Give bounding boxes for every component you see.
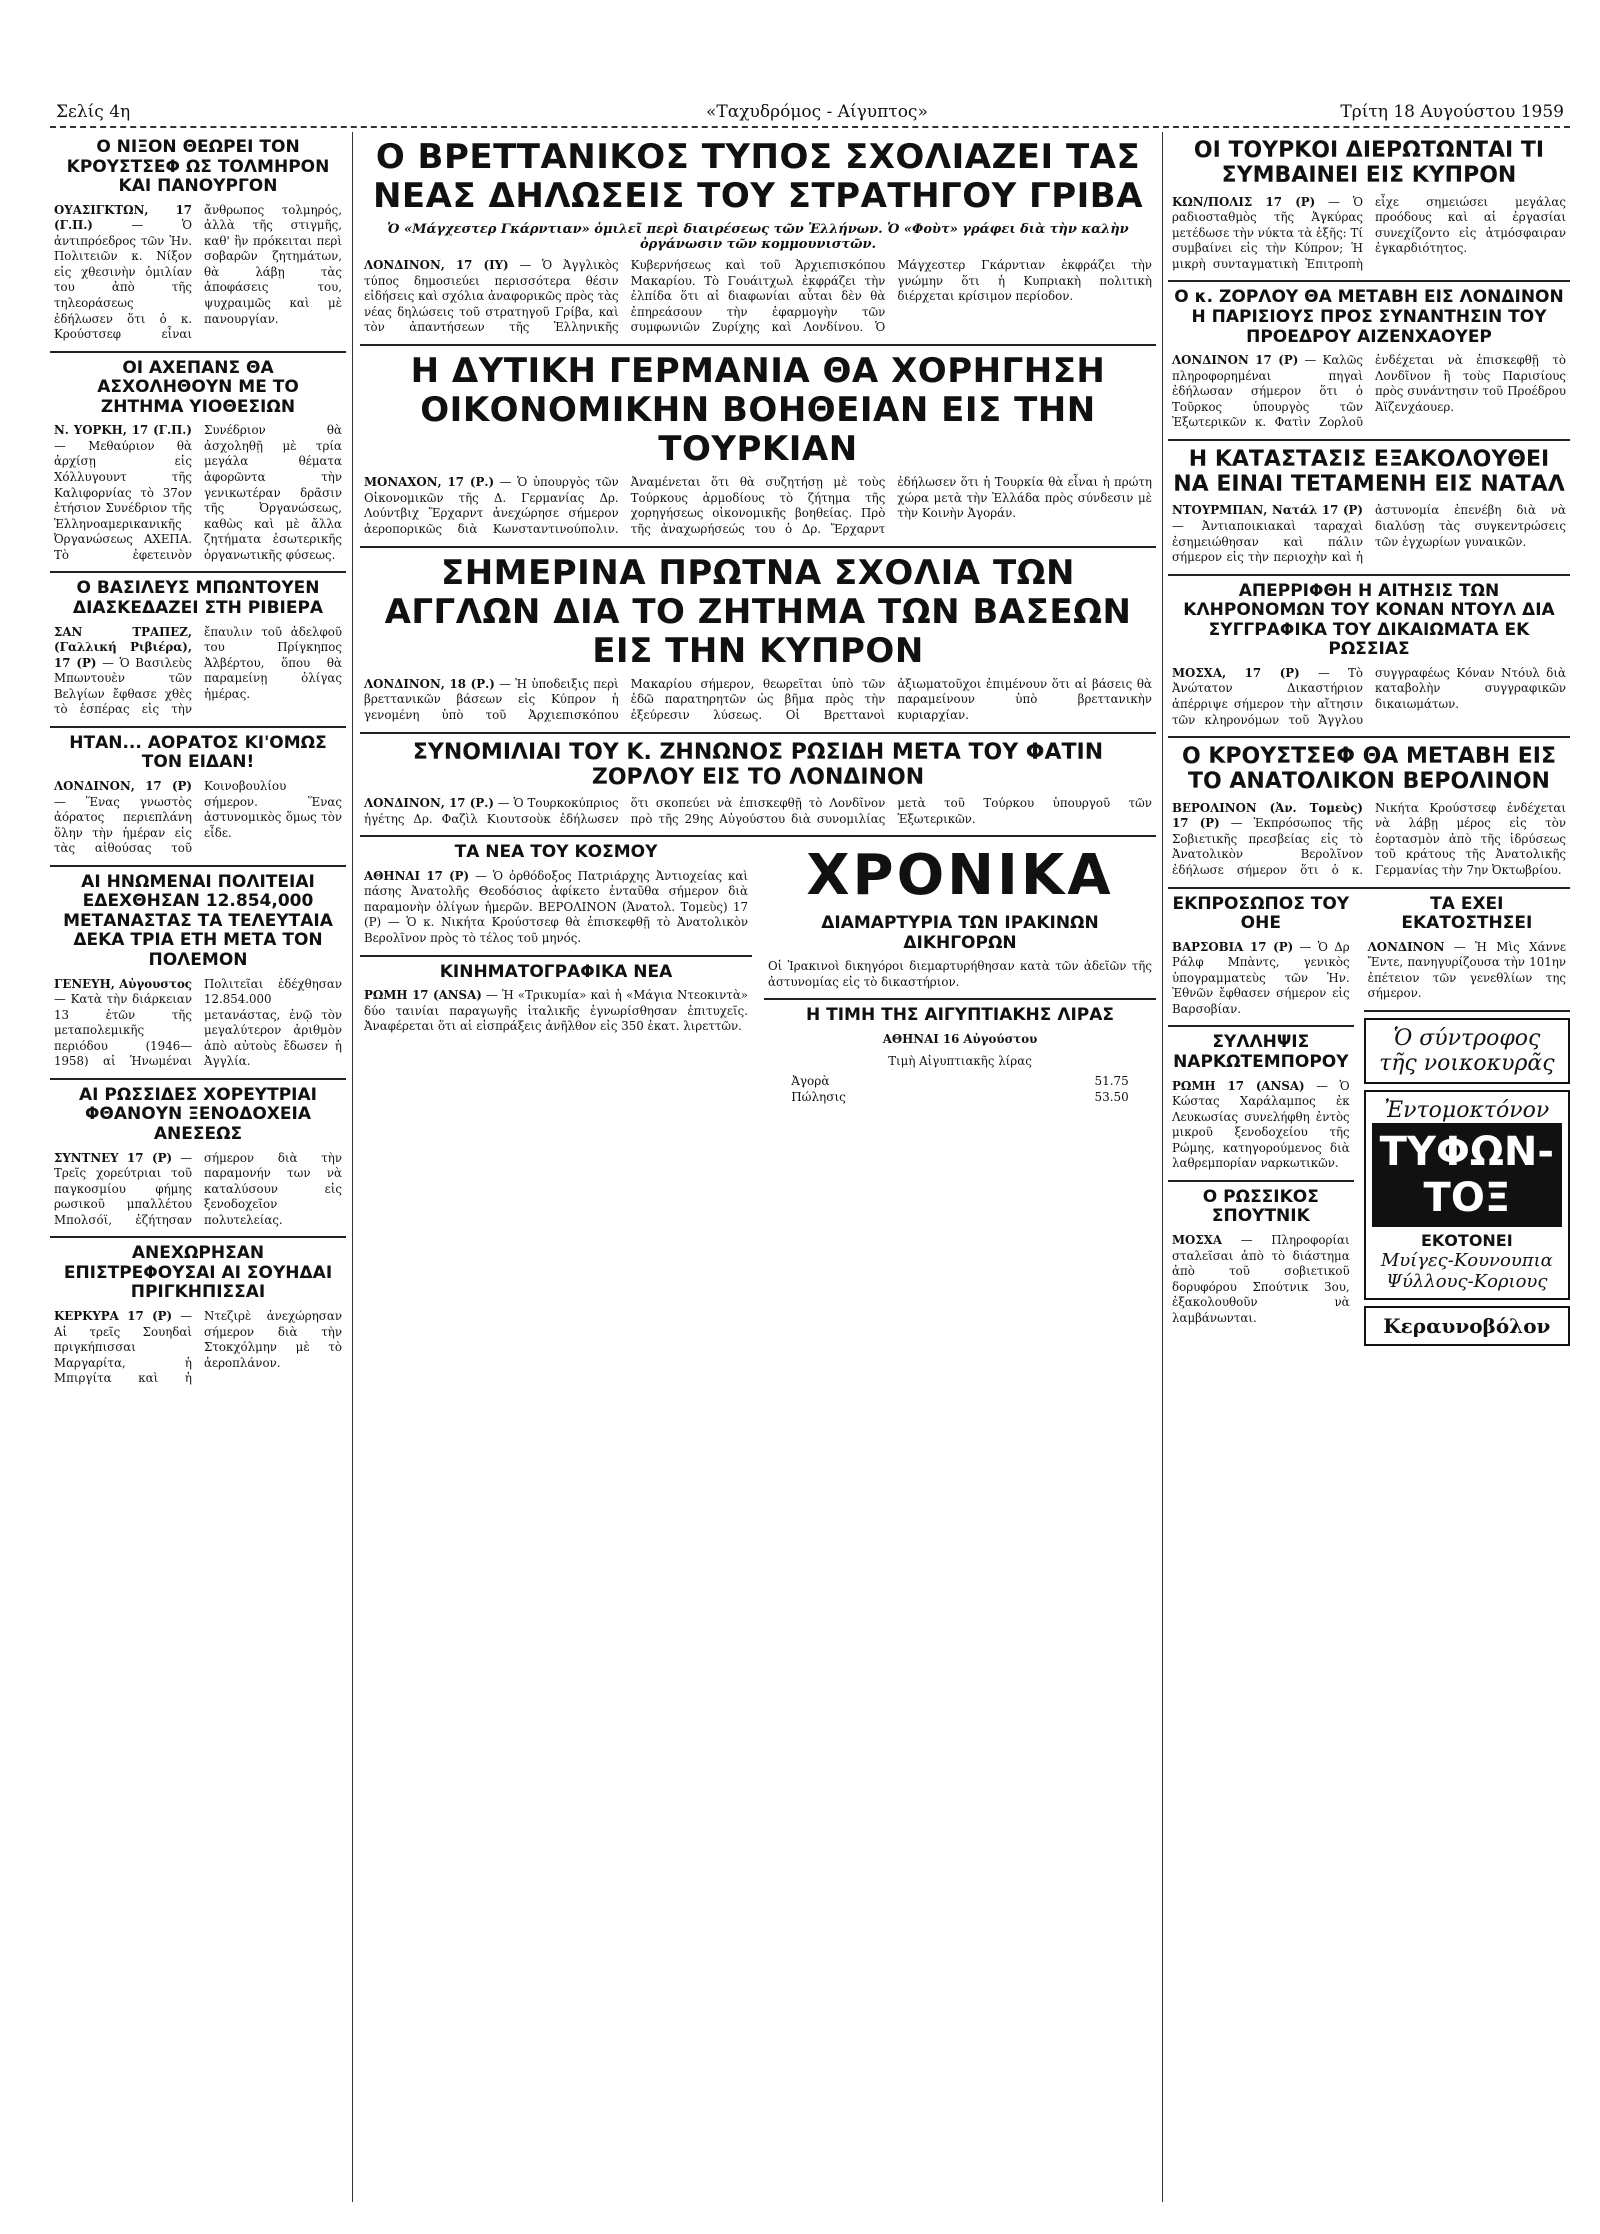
ad-typhon-verb: ΕΚΟΤΟΝΕΙ [1420,1230,1513,1250]
headline: ΣΥΛΛΗΨΙΣ ΝΑΡΚΩΤΕΜΠΟΡΟΥ [1173,1032,1349,1072]
kronika-title: ΧΡΟΝΙΚΑ [806,843,1114,909]
story-bases: ΣΗΜΕΡΙΝΑ ΠΡΩΤΝΑ ΣΧΟΛΙΑ ΤΩΝ ΑΓΓΛΩΝ ΔΙΑ ΤΟ ΖΗΤΗΜΑ ΤΩΝ ΒΑΣΕΩΝ ΕΙΣ ΤΗΝ ΚΥΠΡΟΝ ΛΟΝΔΙΝΟΝ, 18 (Ρ.) — Ἡ ὑποδειξις περὶ βρεττανικῶν βάσεων εἰς Κύπρον ἡ γενομένη ὑπὸ τοῦ Ἀρχιεπισκόπου Μακαρίου σήμερον, θεωρεῖται ὑπὸ τῶν ἐδῶ παρατηρητῶν ὡς βῆμα πρὸς τὴν ἐξεύρεσιν λύσεως. Οἱ Βρεττανοὶ ἀξιωματοῦχοι ἐπιμένουν ὅτι αἱ βάσεις θὰ παραμείνουν ὑπὸ βρεττανικὴν κυριαρχίαν. [360,548,1156,734]
dateline: ΑΘΗΝΑΙ 16 Αὐγούστου [882,1031,1038,1046]
masthead [50,100,1570,128]
dateline: ΛΟΝΔΙΝΟΝ [1367,939,1445,954]
headline: Η ΔΥΤΙΚΗ ΓΕΡΜΑΝΙΑ ΘΑ ΧΟΡΗΓΗΣΗ ΟΙΚΟΝΟΜΙΚΗΝ ΒΟΗΘΕΙΑΝ ΕΙΣ ΤΗΝ ΤΟΥΡΚΙΑΝ [410,351,1106,470]
dateline: ΜΟΣΧΑ, 17 (Ρ) [1172,665,1300,680]
rate-label: Ἀγορὰ [791,1074,830,1089]
headline: ΟΙ ΑΧΕΠΑΝΣ ΘΑ ΑΣΧΟΛΗΘΟΥΝ ΜΕ ΤΟ ΖΗΤΗΜΑ ΥΙΟΘΕΣΙΩΝ [97,357,299,417]
headline: Ο ΒΡΕΤΤΑΝΙΚΟΣ ΤΥΠΟΣ ΣΧΟΛΙΑΖΕΙ ΤΑΣ ΝΕΑΣ ΔΗΛΩΣΕΙΣ ΤΟΥ ΣΤΡΑΤΗΓΟΥ ΓΡΙΒΑ [372,137,1144,217]
story-un: ΕΚΠΡΟΣΩΠΟΣ ΤΟΥ ΟΗΕ ΒΑΡΣΟΒΙΑ 17 (Ρ) — Ὁ Δρ Ράλφ Μπὰντς, γενικὸς ὑπογραμματεὺς τῶν Ἡν. Ἐθνῶν ἔφθασεν σήμερον εἰς Βαρσοβίαν. [1168,889,1354,1028]
story-body: Τρεῖς χορεύτριαι τοῦ παγκοσμίου φήμης ρωσικοῦ μπαλλέτου Μπολσόϊ, ἐζήτησαν σήμερον διὰ τὴν παραμονήν των νὰ καταλύσουν εἰς ξενοδοχεῖον πολυτελείας. [54,1150,342,1227]
story-grivas: Ο ΒΡΕΤΤΑΝΙΚΟΣ ΤΥΠΟΣ ΣΧΟΛΙΑΖΕΙ ΤΑΣ ΝΕΑΣ ΔΗΛΩΣΕΙΣ ΤΟΥ ΣΤΡΑΤΗΓΟΥ ΓΡΙΒΑ Ὁ «Μάγχεστερ Γκάρντιαν» ὁμιλεῖ περὶ διαιρέσεως τῶν Ἑλλήνων. Ὁ «Φοὺτ» γράφει διὰ τὴν καλὴν ὀργάνωσιν τῶν κομμουνιστῶν. ΛΟΝΔΙΝΟΝ, 17 (ΙΥ) — Ὁ Ἀγγλικὸς τύπος δημοσιεύει περισσότερα θέσιν εἰδήσεις καὶ σχόλια ἀναφορικῶς πρὸς τὰς νέας δηλώσεις τοῦ στρατηγοῦ Γρίβα, καὶ τὸν ἀπαντήσεων τῆς Ἑλληνικῆς Κυβερνήσεως καὶ τοῦ Ἀρχιεπισκόπου Μακαρίου. Τὸ Γουάιτχωλ ἐκφράζει τὴν ἐλπίδα ὅτι αἱ διαφωνίαι αὗται δὲν θὰ ἐπηρεάσουν τὴν ἐφαρμογὴν τῶν συμφωνιῶν Ζυρίχης καὶ Λονδίνου. Ὁ Μάγχεστερ Γκάρντιαν ἐκφράζει τὴν γνώμην ὅτι ἡ Κυπριακὴ πολιτικὴ διέρχεται κρίσιμον περίοδον. [360,132,1156,346]
headline: ΗΤΑΝ... ΑΟΡΑΤΟΣ ΚΙ'ΟΜΩΣ ΤΟΝ ΕΙΔΑΝ! [69,732,327,773]
headline: ΑΙ ΡΩΣΣΙΔΕΣ ΧΟΡΕΥΤΡΙΑΙ ΦΘΑΝΟΥΝ ΞΕΝΟΔΟΧΕΙΑ ΑΝΕΣΕΩΣ [79,1084,317,1144]
publication-date: Τρίτη 18 Αυγούστου 1959 [1334,102,1570,122]
rate-table [787,1073,1133,1105]
headline: ΣΗΜΕΡΙΝΑ ΠΡΩΤΝΑ ΣΧΟΛΙΑ ΤΩΝ ΑΓΓΛΩΝ ΔΙΑ ΤΟ ΖΗΤΗΜΑ ΤΩΝ ΒΑΣΕΩΝ ΕΙΣ ΤΗΝ ΚΥΠΡΟΝ [384,552,1132,671]
ad-lightning: Κεραυνοβόλον [1364,1306,1570,1346]
ad-housewife: Ὁ σύντροφος τῆς νοικοκυρᾶς [1364,1018,1570,1084]
headline: ΕΚΠΡΟΣΩΠΟΣ ΤΟΥ ΟΗΕ [1172,893,1350,934]
story-body: Ἕνας γνωστὸς ἀόρατος περιεπλάνη ὅλην τὴν ἡμέραν εἰς τὰς αἰθούσας τοῦ Κοινοβουλίου σήμερον. Ἕνας ἀστυνομικὸς ὅμως τὸν εἶδε. [54,778,342,856]
dateline: ΣΥΝΤΝΕΥ 17 (Ρ) [54,1150,173,1165]
headline: ΑΙ ΗΝΩΜΕΝΑΙ ΠΟΛΙΤΕΙΑΙ ΕΔΕΧΘΗΣΑΝ 12.854,000 ΜΕΤΑΝΑΣΤΑΣ ΤΑ ΤΕΛΕΥΤΑΙΑ ΔΕΚΑ ΤΡΙΑ ΕΤΗ ΜΕΤΑ ΤΟΝ ΠΟΛΕΜΟΝ [63,871,333,970]
dateline: Ν. ΥΟΡΚΗ, 17 (Γ.Π.) [54,423,192,438]
rate-value: 53.50 [1094,1090,1129,1105]
story-drugs: ΣΥΛΛΗΨΙΣ ΝΑΡΚΩΤΕΜΠΟΡΟΥ ΡΩΜΗ 17 (ANSA) — Ὁ Κώστας Χαράλαμπος ἐκ Λευκωσίας συνελήφθη ἐντὸς μικροῦ ξενοδοχείου τῆς Ρώμης, κατηγορούμενος διὰ λαθρεμπορίαν ναρκωτικῶν. [1168,1027,1354,1181]
ad-typhon-tagline: Ἐντομοκτόνον [1384,1097,1550,1123]
table-row [787,1089,1133,1105]
dateline: ΑΘΗΝΑΙ 17 (Ρ) [364,868,470,883]
headline: Η ΚΑΤΑΣΤΑΣΙΣ ΕΞΑΚΟΛΟΥΘΕΙ ΝΑ ΕΙΝΑΙ ΤΕΤΑΜΕΝΗ ΕΙΣ ΝΑΤΑΛ [1173,446,1565,498]
story-invisible: ΗΤΑΝ... ΑΟΡΑΤΟΣ ΚΙ'ΟΜΩΣ ΤΟΝ ΕΙΔΑΝ! ΛΟΝΔΙΝΟΝ, 17 (Ρ) — Ἕνας γνωστὸς ἀόρατος περιεπλάνη ὅλην τὴν ἡμέραν εἰς τὰς αἰθούσας τοῦ Κοινοβουλίου σήμερον. Ἕνας ἀστυνομικὸς ὅμως τὸν εἶδε. [50,728,346,867]
story-body: Μεθαύριον θὰ ἀρχίσῃ εἰς Χόλλυγουντ τῆς Καλιφορνίας τὸ 37ον ἐτήσιον Συνέδριον τῆς Ἑλληνοαμερικανικῆς Ὀργανώσεως ΑΧΕΠΑ. Τὸ ἐφετεινὸν Συνέδριον θὰ ἀσχοληθῇ μὲ τρία μεγάλα θέματα ἀφορῶντα τὴν γενικωτέραν δρᾶσιν τῆς Ὀργανώσεως, καθὼς καὶ μὲ ἄλλα ζητήματα ἐσωτερικῆς ὀργανωτικῆς φύσεως. [54,423,342,562]
story-body: Ἡ «Τρικυμία» καὶ ἡ «Μάγια Ντεοκιντὰ» δύο ταινίαι παραγωγῆς ἰταλικῆς ἐγνωρίσθησαν ἐπιτυχεῖς. Ἀναφέρεται ὅτι αἱ εἰσπράξεις ἀνῆλθον εἰς 350 ἑκατ. λιρεττῶν. [364,988,748,1034]
lead-text: Ὁ «Μάγχεστερ Γκάρντιαν» ὁμιλεῖ περὶ διαιρέσεως τῶν Ἑλλήνων. Ὁ «Φοὺτ» γράφει διὰ τὴν καλὴν ὀργάνωσιν τῶν κομμουνιστῶν. [387,222,1129,253]
newspaper-name: «Ταχυδρόμος - Αίγυπτος» [700,102,934,122]
dateline: ΣΑΝ ΤΡΑΠΕΖ, (Γαλλική Ριβιέρα), 17 (Ρ) [54,624,192,670]
dateline: ΛΟΝΔΙΝΟΝ, 17 (Ρ) [54,778,192,793]
headline: ΚΙΝΗΜΑΤΟΓΡΑΦΙΚΑ ΝΕΑ [439,961,673,982]
story-germany-turkey: Η ΔΥΤΙΚΗ ΓΕΡΜΑΝΙΑ ΘΑ ΧΟΡΗΓΗΣΗ ΟΙΚΟΝΟΜΙΚΗΝ ΒΟΗΘΕΙΑΝ ΕΙΣ ΤΗΝ ΤΟΥΡΚΙΑΝ ΜΟΝΑΧΟΝ, 17 (Ρ.) — Ὁ ὑπουργὸς τῶν Οἰκονομικῶν τῆς Δ. Γερμανίας Δρ. Λούντβιχ Ἔρχαρντ ἀνεχώρησε σήμερον ἀεροπορικῶς διὰ Κωνσταντινούπολιν. Ἀναμένεται ὅτι θὰ συζητήσῃ μὲ τοὺς Τούρκους ἁρμοδίους τὸ ζήτημα τῆς χορηγήσεως οἰκονομικῆς βοηθείας. Πρὸ τῆς ἀναχωρήσεώς του ὁ Δρ. Ἔρχαρντ ἐδήλωσεν ὅτι ἡ Τουρκία θὰ εἶναι ἡ πρώτη χώρα μετὰ τὴν Ἑλλάδα πρὸς σύνδεσιν μὲ τὴν Κοινὴν Ἀγοράν. [360,346,1156,548]
left-column [50,132,346,1395]
story-body: Ὁ Τουρκοκύπριος ἡγέτης Δρ. Φαζὶλ Κιουτσοὺκ ἐδήλωσεν ὅτι σκοπεύει νὰ ἐπισκεφθῇ τὸ Λονδῖνον πρὸ τῆς 29ης Αὐγούστου διὰ συνομιλίας μετὰ τοῦ Τούρκου ὑπουργοῦ τῶν Ἐξωτερικῶν. [364,796,1152,826]
dateline: ΚΕΡΚΥΡΑ 17 (Ρ) [54,1308,173,1323]
story-body: Καλῶς πληροφορημέναι πηγαὶ ἐδήλωσαν σήμερον ὅτι ὁ Τοῦρκος ὑπουργὸς τῶν Ἐξωτερικῶν κ. Φατὶν Ζορλοῦ ἐνδέχεται νὰ ἐπισκεφθῇ τὸ Λονδῖνον ἢ τοὺς Παρισίους πρὸς συνάντησιν τοῦ Προέδρου Ἀϊζενχάουερ. [1172,353,1566,430]
story-world-news: ΤΑ ΝΕΑ ΤΟΥ ΚΟΣΜΟΥ ΑΘΗΝΑΙ 17 (Ρ) — Ὁ ὀρθόδοξος Πατριάρχης Ἀντιοχείας καὶ πάσης Ἀνατολῆς Θεοδόσιος ἀφίκετο ἐνταῦθα σήμερον διὰ παραμονὴν ὀλίγων ἡμερῶν. ΒΕΡΟΛΙΝΟΝ (Ἀνατολ. Τομεὺς) 17 (Ρ) — Ὁ κ. Νικήτα Κρούστσεφ θὰ ἐπισκεφθῇ τὸ Ἀνατολικὸν Βερολῖνον πρὸς τὸ τέλος τοῦ μηνός. [360,837,752,956]
headline: ΣΥΝΟΜΙΛΙΑΙ ΤΟΥ Κ. ΖΗΝΩΝΟΣ ΡΩΣΙΔΗ ΜΕΤΑ ΤΟΥ ΦΑΤΙΝ ΖΟΡΛΟΥ ΕΙΣ ΤΟ ΛΟΝΔΙΝΟΝ [412,739,1104,790]
column-rule [1162,132,1163,2202]
story-turks-cyprus: ΟΙ ΤΟΥΡΚΟΙ ΔΙΕΡΩΤΩΝΤΑΙ ΤΙ ΣΥΜΒΑΙΝΕΙ ΕΙΣ ΚΥΠΡΟΝ ΚΩΝ/ΠΟΛΙΣ 17 (Ρ) — Ὁ ραδιοσταθμὸς τῆς Ἀγκύρας μετέδωσε τὴν νύκτα τὰ ἑξῆς: Τί συμβαίνει εἰς τὴν Κύπρον; Ἡ μικρὴ συνταγματικὴ Ἐπιτροπὴ εἶχε σημειώσει μεγάλας προόδους καὶ αἱ ἐργασίαι συνεχίζοντο εἰς ἀτμόσφαιραν ἐγκαρδιότητος. [1168,132,1570,282]
story-pound-rate [764,1000,1156,1117]
headline: Ο κ. ΖΟΡΛΟΥ ΘΑ ΜΕΤΑΒΗ ΕΙΣ ΛΟΝΔΙΝΟΝ Η ΠΑΡΙΣΙΟΥΣ ΠΡΟΣ ΣΥΝΑΝΤΗΣΙΝ ΤΟΥ ΠΡΟΕΔΡΟΥ ΑΙΖΕΝΧΑΟΥΕΡ [1174,287,1564,347]
headline: ΟΙ ΤΟΥΡΚΟΙ ΔΙΕΡΩΤΩΝΤΑΙ ΤΙ ΣΥΜΒΑΙΝΕΙ ΕΙΣ ΚΥΠΡΟΝ [1193,138,1545,189]
table-row [787,1073,1133,1089]
story-body: Ἀντιαποικιακαὶ ταραχαὶ ἐσημειώθησαν καὶ πάλιν σήμερον εἰς τὴν περιοχὴν καὶ ἡ ἀστυνομία ἐπενέβη διὰ νὰ διαλύσῃ τὰς συγκεντρώσεις τῶν ἐγχωρίων γυναικῶν. [1172,503,1566,565]
story-natal: Η ΚΑΤΑΣΤΑΣΙΣ ΕΞΑΚΟΛΟΥΘΕΙ ΝΑ ΕΙΝΑΙ ΤΕΤΑΜΕΝΗ ΕΙΣ ΝΑΤΑΛ ΝΤΟΥΡΜΠΑΝ, Νατάλ 17 (Ρ) — Ἀντιαποικιακαὶ ταραχαὶ ἐσημειώθησαν καὶ πάλιν σήμερον εἰς τὴν περιοχὴν καὶ ἡ ἀστυνομία ἐπενέβη διὰ νὰ διαλύσῃ τὰς συγκεντρώσεις τῶν ἐγχωρίων γυναικῶν. [1168,441,1570,576]
story-body: Ὁ ὀρθόδοξος Πατριάρχης Ἀντιοχείας καὶ πάσης Ἀνατολῆς Θεοδόσιος ἀφίκετο ἐνταῦθα σήμερον διὰ παραμονὴν ὀλίγων ἡμερῶν. ΒΕΡΟΛΙΝΟΝ (Ἀνατολ. Τομεὺς) 17 (Ρ) — Ὁ κ. Νικήτα Κρούστσεφ θὰ ἐπισκεφθῇ τὸ Ἀνατολικὸν Βερολῖνον πρὸς τὸ τέλος τοῦ μηνός. [364,868,748,946]
lower-right [1168,889,1570,1352]
story-body: Τὸ Ἀνώτατον Δικαστήριον ἀπέρριψε σήμερον τὴν αἴτησιν τῶν κληρονόμων τοῦ Ἄγγλου συγγραφέως Κόναν Ντόυλ διὰ καταβολὴν συγγραφικῶν δικαιωμάτων. [1172,665,1566,727]
lower-center [360,837,1156,1117]
dateline: ΜΟΝΑΧΟΝ, 17 (Ρ.) [364,475,495,490]
dateline: ΡΩΜΗ 17 (ANSA) [364,988,482,1003]
headline: Ο ΡΩΣΣΙΚΟΣ ΣΠΟΥΤΝΙΚ [1202,1186,1319,1227]
headline: Η ΤΙΜΗ ΤΗΣ ΑΙΓΥΠΤΙΑΚΗΣ ΛΙΡΑΣ [805,1005,1115,1026]
story-zorlu: Ο κ. ΖΟΡΛΟΥ ΘΑ ΜΕΤΑΒΗ ΕΙΣ ΛΟΝΔΙΝΟΝ Η ΠΑΡΙΣΙΟΥΣ ΠΡΟΣ ΣΥΝΑΝΤΗΣΙΝ ΤΟΥ ΠΡΟΕΔΡΟΥ ΑΙΖΕΝΧΑΟΥΕΡ ΛΟΝΔΙΝΟΝ 17 (Ρ) — Καλῶς πληροφορημέναι πηγαὶ ἐδήλωσαν σήμερον ὅτι ὁ Τοῦρκος ὑπουργὸς τῶν Ἐξωτερικῶν κ. Φατὶν Ζορλοῦ ἐνδέχεται νὰ ἐπισκεφθῇ τὸ Λονδῖνον ἢ τοὺς Παρισίους πρὸς συνάντησιν τοῦ Προέδρου Ἀϊζενχάουερ. [1168,282,1570,440]
story-body: Ὁ Δρ Ράλφ Μπὰντς, γενικὸς ὑπογραμματεὺς τῶν Ἡν. Ἐθνῶν ἔφθασεν σήμερον εἰς Βαρσοβίαν. [1172,939,1350,1016]
story-body: Πληροφορίαι σταλεῖσαι ἀπὸ τὸ διάστημα ἀπὸ τοῦ σοβιετικοῦ δορυφόρου Σπούτνικ 3ου, ἐξακολουθοῦν νὰ λαμβάνωνται. [1172,1233,1350,1325]
rate-label: Πώλησις [791,1090,846,1105]
dateline: ΒΕΡΟΛΙΝΟΝ (Ἀν. Τομεὺς) 17 (Ρ) [1172,800,1363,831]
story-nixon: Ο ΝΙΞΟΝ ΘΕΩΡΕΙ ΤΟΝ ΚΡΟΥΣΤΣΕΦ ΩΣ ΤΟΛΜΗΡΟΝ ΚΑΙ ΠΑΝΟΥΡΓΟΝ ΟΥΑΣΙΓΚΤΩΝ, 17 (Γ.Π.) — Ὁ ἀντιπρόεδρος τῶν Ἡν. Πολιτειῶν κ. Νίξον εἰς χθεσινὴν ὁμιλίαν του ἀπὸ τῆς τηλεοράσεως ἐδήλωσεν ὅτι ὁ κ. Κρούστσεφ εἶναι ἄνθρωπος τολμηρός, ἀλλὰ τῆς στιγμῆς, καθ' ἣν πρόκειται περὶ σοβαρῶν ζητημάτων, θὰ λάβῃ τὰς ἀποφάσεις του, ψυχραιμῶς καὶ μὲ πανουργίαν. [50,132,346,353]
story-body: Ὁ Ἀγγλικὸς τύπος δημοσιεύει περισσότερα θέσιν εἰδήσεις καὶ σχόλια ἀναφορικῶς πρὸς τὰς νέας δηλώσεις τοῦ στρατηγοῦ Γρίβα, καὶ τὸν ἀπαντήσεων τῆς Ἑλληνικῆς Κυβερνήσεως καὶ τοῦ Ἀρχιεπισκόπου Μακαρίου. Τὸ Γουάιτχωλ ἐκφράζει τὴν ἐλπίδα ὅτι αἱ διαφωνίαι αὗται δὲν θὰ ἐπηρεάσουν τὴν ἐφαρμογὴν τῶν συμφωνιῶν Ζυρίχης καὶ Λονδίνου. Ὁ Μάγχεστερ Γκάρντιαν ἐκφράζει τὴν γνώμην ὅτι ἡ Κυπριακὴ πολιτικὴ διέρχεται κρίσιμον περίοδον. [364,258,1152,335]
dateline: ΛΟΝΔΙΝΟΝ, 17 (Ρ.) [364,796,494,811]
rate-caption: Τιμὴ Αἰγυπτιακῆς λίρας [888,1053,1032,1068]
story-body: Ὁ Κώστας Χαράλαμπος ἐκ Λευκωσίας συνελήφθη ἐντὸς μικροῦ ξενοδοχείου τῆς Ρώμης, κατηγορούμενος διὰ λαθρεμπορίαν ναρκωτικῶν. [1172,1078,1350,1171]
story-centenarian: ΤΑ ΕΧΕΙ ΕΚΑΤΟΣΤΗΣΕΙ ΛΟΝΔΙΝΟΝ — Ἡ Μὶς Χάννε Ἔντε, πανηγυρίζουσα τὴν 101ην ἐπέτειον τῶν γενεθλίων της σήμερον. [1364,889,1570,1012]
column-rule [352,132,353,2202]
headline: ΑΝΕΧΩΡΗΣΑΝ ΕΠΙΣΤΡΕΦΟΥΣΑΙ ΑΙ ΣΟΥΗΔΑΙ ΠΡΙΓΚΗΠΙΣΣΑΙ [63,1243,333,1303]
headline: Ο ΒΑΣΙΛΕΥΣ ΜΠΩΝΤΟΥΕΝ ΔΙΑΣΚΕΔΑΖΕΙ ΣΤΗ ΡΙΒΙΕΡΑ [72,578,324,618]
story-conan-doyle: ΑΠΕΡΡΙΦΘΗ Η ΑΙΤΗΣΙΣ ΤΩΝ ΚΛΗΡΟΝΟΜΩΝ ΤΟΥ ΚΟΝΑΝ ΝΤΟΥΛ ΔΙΑ ΣΥΓΓΡΑΦΙΚΑ ΤΟΥ ΔΙΚΑΙΩΜΑΤΑ ΕΚ ΡΩΣΣΙΑΣ ΜΟΣΧΑ, 17 (Ρ) — Τὸ Ἀνώτατον Δικαστήριον ἀπέρριψε σήμερον τὴν αἴτησιν τῶν κληρονόμων τοῦ Ἄγγλου συγγραφέως Κόναν Ντόυλ διὰ καταβολὴν συγγραφικῶν δικαιωμάτων. [1168,576,1570,738]
headline: ΤΑ ΕΧΕΙ ΕΚΑΤΟΣΤΗΣΕΙ [1401,893,1533,934]
dateline: ΓΕΝΕΥΗ, Αὐγουστος [54,976,192,991]
story-body: Ὁ ἀντιπρόεδρος τῶν Ἡν. Πολιτειῶν κ. Νίξον εἰς χθεσινὴν ὁμιλίαν του ἀπὸ τῆς τηλεοράσεως ἐδήλωσεν ὅτι ὁ κ. Κρούστσεφ εἶναι ἄνθρωπος τολμηρός, ἀλλὰ τῆς στιγμῆς, καθ' ἣν πρόκειται περὶ σοβαρῶν ζητημάτων, θὰ λάβῃ τὰς ἀποφάσεις του, ψυχραιμῶς καὶ μὲ πανουργίαν. [54,202,342,342]
dateline: ΚΩΝ/ΠΟΛΙΣ 17 (Ρ) [1172,194,1316,209]
dateline: ΝΤΟΥΡΜΠΑΝ, Νατάλ 17 (Ρ) [1172,503,1363,518]
story-body: Κατὰ τὴν διάρκειαν 13 ἐτῶν τῆς μεταπολεμικῆς περιόδου (1946—1958) αἱ Ἡνωμέναι Πολιτεῖαι ἐδέχθησαν 12.854.000 μετανάστας, ἐνῷ τὸν μεγαλύτερον ἀριθμὸν ἀπὸ αὐτοὺς ἔδωσεν ἡ Ἀγγλία. [54,976,342,1069]
ad-typhon [1364,1090,1570,1300]
dateline: ΒΑΡΣΟΒΙΑ 17 (Ρ) [1172,939,1294,954]
story-body: Οἱ Ἰρακινοὶ δικηγόροι διεμαρτυρήθησαν κατὰ τῶν ἀδεῖῶν τῆς ἀστυνομίας εἰς τὸ δικαστήριον. [768,959,1152,989]
story-baudouin: Ο ΒΑΣΙΛΕΥΣ ΜΠΩΝΤΟΥΕΝ ΔΙΑΣΚΕΔΑΖΕΙ ΣΤΗ ΡΙΒΙΕΡΑ ΣΑΝ ΤΡΑΠΕΖ, (Γαλλική Ριβιέρα), 17 (Ρ) — Ὁ Βασιλεὺς Μπωντουὲν τῶν Βελγίων ἔφθασε χθὲς τὸ ἑσπέρας εἰς τὴν ἔπαυλιν τοῦ ἀδελφοῦ του Πρίγκηπος Ἀλβέρτου, ὅπου θὰ παραμείνῃ ὀλίγας ἡμέρας. [50,573,346,727]
story-body: Ἡ ὑποδειξις περὶ βρεττανικῶν βάσεων εἰς Κύπρον ἡ γενομένη ὑπὸ τοῦ Ἀρχιεπισκόπου Μακαρίου σήμερον, θεωρεῖται ὑπὸ τῶν ἐδῶ παρατηρητῶν ὡς βῆμα πρὸς τὴν ἐξεύρεσιν λύσεως. Οἱ Βρεττανοὶ ἀξιωματοῦχοι ἐπιμένουν ὅτι αἱ βάσεις θὰ παραμείνουν ὑπὸ βρεττανικὴν κυριαρχίαν. [364,676,1152,722]
story-dancers: ΑΙ ΡΩΣΣΙΔΕΣ ΧΟΡΕΥΤΡΙΑΙ ΦΘΑΝΟΥΝ ΞΕΝΟΔΟΧΕΙΑ ΑΝΕΣΕΩΣ ΣΥΝΤΝΕΥ 17 (Ρ) — Τρεῖς χορεύτριαι τοῦ παγκοσμίου φήμης ρωσικοῦ μπαλλέτου Μπολσόϊ, ἐζήτησαν σήμερον διὰ τὴν παραμονήν των νὰ καταλύσουν εἰς ξενοδοχεῖον πολυτελείας. [50,1080,346,1238]
story-iraq-lawyers [764,908,1156,1000]
story-body: Ὁ ραδιοσταθμὸς τῆς Ἀγκύρας μετέδωσε τὴν νύκτα τὰ ἑξῆς: Τί συμβαίνει εἰς τὴν Κύπρον; Ἡ μικρὴ συνταγματικὴ Ἐπιτροπὴ εἶχε σημειώσει μεγάλας προόδους καὶ αἱ ἐργασίαι συνεχίζοντο εἰς ἀτμόσφαιραν ἐγκαρδιότητος. [1172,194,1566,271]
story-body: Ἡ Μὶς Χάννε Ἔντε, πανηγυρίζουσα τὴν 101ην ἐπέτειον τῶν γενεθλίων της σήμερον. [1367,939,1566,1001]
dateline: ΜΟΣΧΑ [1172,1233,1222,1248]
story-body: Ὁ ὑπουργὸς τῶν Οἰκονομικῶν τῆς Δ. Γερμανίας Δρ. Λούντβιχ Ἔρχαρντ ἀνεχώρησε σήμερον ἀεροπορικῶς διὰ Κωνσταντινούπολιν. Ἀναμένεται ὅτι θὰ συζητήσῃ μὲ τοὺς Τούρκους ἁρμοδίους τὸ ζήτημα τῆς χορηγήσεως οἰκονομικῆς βοηθείας. Πρὸ τῆς ἀναχωρήσεώς του ὁ Δρ. Ἔρχαρντ ἐδήλωσεν ὅτι ἡ Τουρκία θὰ εἶναι ἡ πρώτη χώρα μετὰ τὴν Ἑλλάδα πρὸς σύνδεσιν μὲ τὴν Κοινὴν Ἀγοράν. [364,475,1152,536]
dateline: ΛΟΝΔΙΝΟΝ, 17 (ΙΥ) [364,258,509,273]
kronika-banner [764,837,1156,908]
story-immigrants: ΑΙ ΗΝΩΜΕΝΑΙ ΠΟΛΙΤΕΙΑΙ ΕΔΕΧΘΗΣΑΝ 12.854,000 ΜΕΤΑΝΑΣΤΑΣ ΤΑ ΤΕΛΕΥΤΑΙΑ ΔΕΚΑ ΤΡΙΑ ΕΤΗ ΜΕΤΑ ΤΟΝ ΠΟΛΕΜΟΝ ΓΕΝΕΥΗ, Αὐγουστος — Κατὰ τὴν διάρκειαν 13 ἐτῶν τῆς μεταπολεμικῆς περιόδου (1946—1958) αἱ Ἡνωμέναι Πολιτεῖαι ἐδέχθησαν 12.854.000 μετανάστας, ἐνῷ τὸν μεγαλύτερον ἀριθμὸν ἀπὸ αὐτοὺς ἔδωσεν ἡ Ἀγγλία. [50,867,346,1080]
dateline: ΛΟΝΔΙΝΟΝ 17 (Ρ) [1172,353,1299,368]
story-body: Ὁ Βασιλεὺς Μπωντουὲν τῶν Βελγίων ἔφθασε χθὲς τὸ ἑσπέρας εἰς τὴν ἔπαυλιν τοῦ ἀδελφοῦ του Πρίγκηπος Ἀλβέρτου, ὅπου θὰ παραμείνῃ ὀλίγας ἡμέρας. [54,624,342,717]
ad-typhon-targets: Μυίγες-Κουνουπια Ψύλλους-Κοριους [1380,1249,1553,1292]
rate-value: 51.75 [1094,1074,1129,1089]
story-cinema: ΚΙΝΗΜΑΤΟΓΡΑΦΙΚΑ ΝΕΑ ΡΩΜΗ 17 (ANSA) — Ἡ «Τρικυμία» καὶ ἡ «Μάγια Ντεοκιντὰ» δύο ταινίαι παραγωγῆς ἰταλικῆς ἐγνωρίσθησαν ἐπιτυχεῖς. Ἀναφέρεται ὅτι αἱ εἰσπράξεις ἀνῆλθον εἰς 350 ἑκατ. λιρεττῶν. [364,961,748,1034]
story-khrushchev-berlin: Ο ΚΡΟΥΣΤΣΕΦ ΘΑ ΜΕΤΑΒΗ ΕΙΣ ΤΟ ΑΝΑΤΟΛΙΚΟΝ ΒΕΡΟΛΙΝΟΝ ΒΕΡΟΛΙΝΟΝ (Ἀν. Τομεὺς) 17 (Ρ) — Ἐκπρόσωπος τῆς Σοβιετικῆς πρεσβείας εἰς τὸ Ἀνατολικὸν Βερολῖνον ἐδήλωσε σήμερον ὅτι ὁ κ. Νικήτα Κρούστσεφ ἐνδέχεται νὰ λάβῃ μέρος εἰς τὸν ἑορτασμὸν ἀπὸ τῆς ἱδρύσεως τοῦ κράτους τῆς Ἀνατολικῆς Γερμανίας τὴν 7ην Ὀκτωβρίου. [1168,738,1570,888]
story-body: Αἱ τρεῖς Σουηδαὶ πριγκήπισσαι Μαργαρίτα, ἡ Μπιργίτα καὶ ἡ Ντεζιρὲ ἀνεχώρησαν σήμερον διὰ τὴν Στοκχόλμην μὲ τὸ ἀεροπλάνον. [54,1308,342,1386]
headline: ΤΑ ΝΕΑ ΤΟΥ ΚΟΣΜΟΥ [454,842,658,863]
story-princesses: ΑΝΕΧΩΡΗΣΑΝ ΕΠΙΣΤΡΕΦΟΥΣΑΙ ΑΙ ΣΟΥΗΔΑΙ ΠΡΙΓΚΗΠΙΣΣΑΙ ΚΕΡΚΥΡΑ 17 (Ρ) — Αἱ τρεῖς Σουηδαὶ πριγκήπισσαι Μαργαρίτα, ἡ Μπιργίτα καὶ ἡ Ντεζιρὲ ἀνεχώρησαν σήμερον διὰ τὴν Στοκχόλμην μὲ τὸ ἀεροπλάνον. [54,1243,342,1386]
headline: ΔΙΑΜΑΡΤΥΡΙΑ ΤΩΝ ΙΡΑΚΙΝΩΝ ΔΙΚΗΓΟΡΩΝ [821,913,1099,953]
headline: ΑΠΕΡΡΙΦΘΗ Η ΑΙΤΗΣΙΣ ΤΩΝ ΚΛΗΡΟΝΟΜΩΝ ΤΟΥ ΚΟΝΑΝ ΝΤΟΥΛ ΔΙΑ ΣΥΓΓΡΑΦΙΚΑ ΤΟΥ ΔΙΚΑΙΩΜΑΤΑ ΕΚ ΡΩΣΣΙΑΣ [1183,580,1555,660]
headline: Ο ΚΡΟΥΣΤΣΕΦ ΘΑ ΜΕΤΑΒΗ ΕΙΣ ΤΟ ΑΝΑΤΟΛΙΚΟΝ ΒΕΡΟΛΙΝΟΝ [1181,744,1557,795]
story-sputnik: Ο ΡΩΣΣΙΚΟΣ ΣΠΟΥΤΝΙΚ ΜΟΣΧΑ — Πληροφορίαι σταλεῖσαι ἀπὸ τὸ διάστημα ἀπὸ τοῦ σοβιετικοῦ δορυφόρου Σπούτνικ 3ου, ἐξακολουθοῦν νὰ λαμβάνωνται. [1172,1186,1350,1325]
right-column [1168,132,1570,1352]
story-body: Ἐκπρόσωπος τῆς Σοβιετικῆς πρεσβείας εἰς τὸ Ἀνατολικὸν Βερολῖνον ἐδήλωσε σήμερον ὅτι ὁ κ. Νικήτα Κρούστσεφ ἐνδέχεται νὰ λάβῃ μέρος εἰς τὸν ἑορτασμὸν ἀπὸ τῆς ἱδρύσεως τοῦ κράτους τῆς Ἀνατολικῆς Γερμανίας τὴν 7ην Ὀκτωβρίου. [1172,800,1566,877]
center-column [360,132,1156,1117]
dateline: ΡΩΜΗ 17 (ANSA) [1172,1078,1305,1093]
dateline: ΟΥΑΣΙΓΚΤΩΝ, 17 (Γ.Π.) [54,202,192,233]
story-rossides: ΣΥΝΟΜΙΛΙΑΙ ΤΟΥ Κ. ΖΗΝΩΝΟΣ ΡΩΣΙΔΗ ΜΕΤΑ ΤΟΥ ΦΑΤΙΝ ΖΟΡΛΟΥ ΕΙΣ ΤΟ ΛΟΝΔΙΝΟΝ ΛΟΝΔΙΝΟΝ, 17 (Ρ.) — Ὁ Τουρκοκύπριος ἡγέτης Δρ. Φαζὶλ Κιουτσοὺκ ἐδήλωσεν ὅτι σκοπεύει νὰ ἐπισκεφθῇ τὸ Λονδῖνον πρὸ τῆς 29ης Αὐγούστου διὰ συνομιλίας μετὰ τοῦ Τούρκου ὑπουργοῦ τῶν Ἐξωτερικῶν. [360,734,1156,838]
dateline: ΛΟΝΔΙΝΟΝ, 18 (Ρ.) [364,676,495,691]
page-number: Σελίς 4η [50,102,136,122]
headline: Ο ΝΙΞΟΝ ΘΕΩΡΕΙ ΤΟΝ ΚΡΟΥΣΤΣΕΦ ΩΣ ΤΟΛΜΗΡΟΝ ΚΑΙ ΠΑΝΟΥΡΓΟΝ [66,137,330,197]
story-ahepa: ΟΙ ΑΧΕΠΑΝΣ ΘΑ ΑΣΧΟΛΗΘΟΥΝ ΜΕ ΤΟ ΖΗΤΗΜΑ ΥΙΟΘΕΣΙΩΝ Ν. ΥΟΡΚΗ, 17 (Γ.Π.) — Μεθαύριον θὰ ἀρχίσῃ εἰς Χόλλυγουντ τῆς Καλιφορνίας τὸ 37ον ἐτήσιον Συνέδριον τῆς Ἑλληνοαμερικανικῆς Ὀργανώσεως ΑΧΕΠΑ. Τὸ ἐφετεινὸν Συνέδριον θὰ ἀσχοληθῇ μὲ τρία μεγάλα θέματα ἀφορῶντα τὴν γενικωτέραν δρᾶσιν τῆς Ὀργανώσεως, καθὼς καὶ μὲ ἄλλα ζητήματα ἐσωτερικῆς ὀργανωτικῆς φύσεως. [50,353,346,574]
ad-typhon-logo: ΤΥΦΩΝ-ΤΟΞ [1372,1123,1562,1227]
